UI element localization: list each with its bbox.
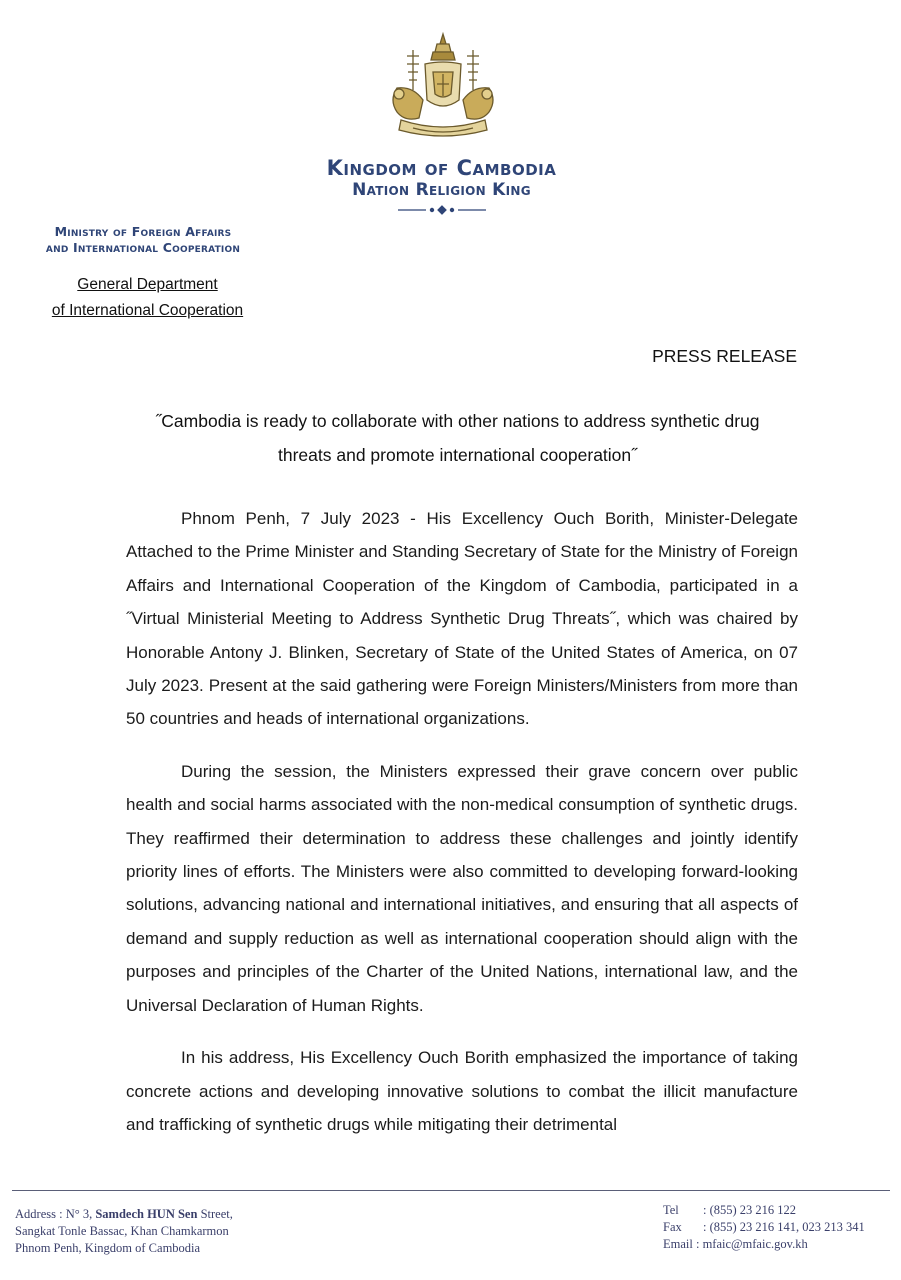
ornament-divider	[396, 202, 488, 212]
coat-of-arms-emblem	[383, 30, 503, 142]
press-release-title	[100, 404, 815, 472]
address-line3: Phnom Penh, Kingdom of Cambodia	[15, 1241, 201, 1255]
department-line2: of International Cooperation	[51, 302, 244, 319]
body-paragraph-1: Phnom Penh, 7 July 2023 - His Excellency Ouch Borith, Minister-Delegate Attached to the Prime Minister and Standing Secretary of State for the Ministry of Foreign Affairs and International Cooperation of the Kingdom of Cambodia, participated in a ˝Virtual Ministerial Meeting to Address Synthetic Drug Threats˝, which was chaired by Honorable Antony J. Blinken, Secretary of State of the United States of America, on 07 July 2023. Present at the said gathering were Foreign Ministers/Ministers from more than 50 countries and heads of international organizations.	[126, 509, 798, 729]
title-line2: threats and promote international cooperation˝	[278, 445, 637, 465]
fax-label: Fax	[663, 1220, 682, 1234]
body-paragraph-3: In his address, His Excellency Ouch Borith emphasized the importance of taking concrete actions and developing innovative solutions to combat the illicit manufacture and trafficking of synthetic drugs while mitigating their detrimental	[126, 1048, 798, 1134]
body-paragraph-2: During the session, the Ministers expressed their grave concern over public health and social harms associated with the non-medical consumption of synthetic drugs. They reaffirmed their determination to address these challenges and jointly identify priority lines of efforts. The Ministers were also committed to developing forward-looking solutions, advancing national and international initiatives, and ensuring that all aspects of demand and supply reduction as well as international cooperation should align with the purposes and principles of the Charter of the United Nations, international law, and the Universal Declaration of Human Rights.	[126, 761, 798, 1015]
ministry-name-line2: and International Cooperation	[45, 240, 241, 255]
fax-row	[663, 1219, 898, 1236]
address-line1	[15, 1206, 335, 1223]
tel-row	[663, 1202, 898, 1219]
country-title: Kingdom of Cambodia	[326, 156, 557, 180]
email-row	[663, 1236, 898, 1253]
tel-label: Tel	[663, 1203, 679, 1217]
address-suffix: Street,	[197, 1207, 233, 1221]
footer-divider	[12, 1190, 890, 1191]
footer-contact	[663, 1202, 898, 1253]
email-value[interactable]: : mfaic@mfaic.gov.kh	[695, 1237, 808, 1251]
email-label: Email	[663, 1237, 693, 1251]
ministry-name	[8, 224, 278, 256]
address-street: Samdech HUN Sen	[95, 1207, 198, 1221]
tel-value: : (855) 23 216 122	[703, 1203, 797, 1217]
national-motto: Nation Religion King	[352, 180, 531, 200]
address-line2: Sangkat Tonle Bassac, Khan Chamkarmon	[15, 1224, 229, 1238]
ministry-name-line1: Ministry of Foreign Affairs	[54, 224, 232, 239]
address-prefix: Address : N° 3,	[15, 1207, 96, 1221]
fax-value: : (855) 23 216 141, 023 213 341	[703, 1220, 865, 1234]
press-release-body	[126, 502, 798, 1160]
document-type-label: PRESS RELEASE	[652, 346, 797, 366]
footer-address	[15, 1206, 335, 1257]
department-line1: General Department	[77, 276, 218, 293]
department-name	[40, 272, 255, 324]
title-line1: ˝Cambodia is ready to collaborate with other nations to address synthetic drug	[155, 411, 760, 431]
